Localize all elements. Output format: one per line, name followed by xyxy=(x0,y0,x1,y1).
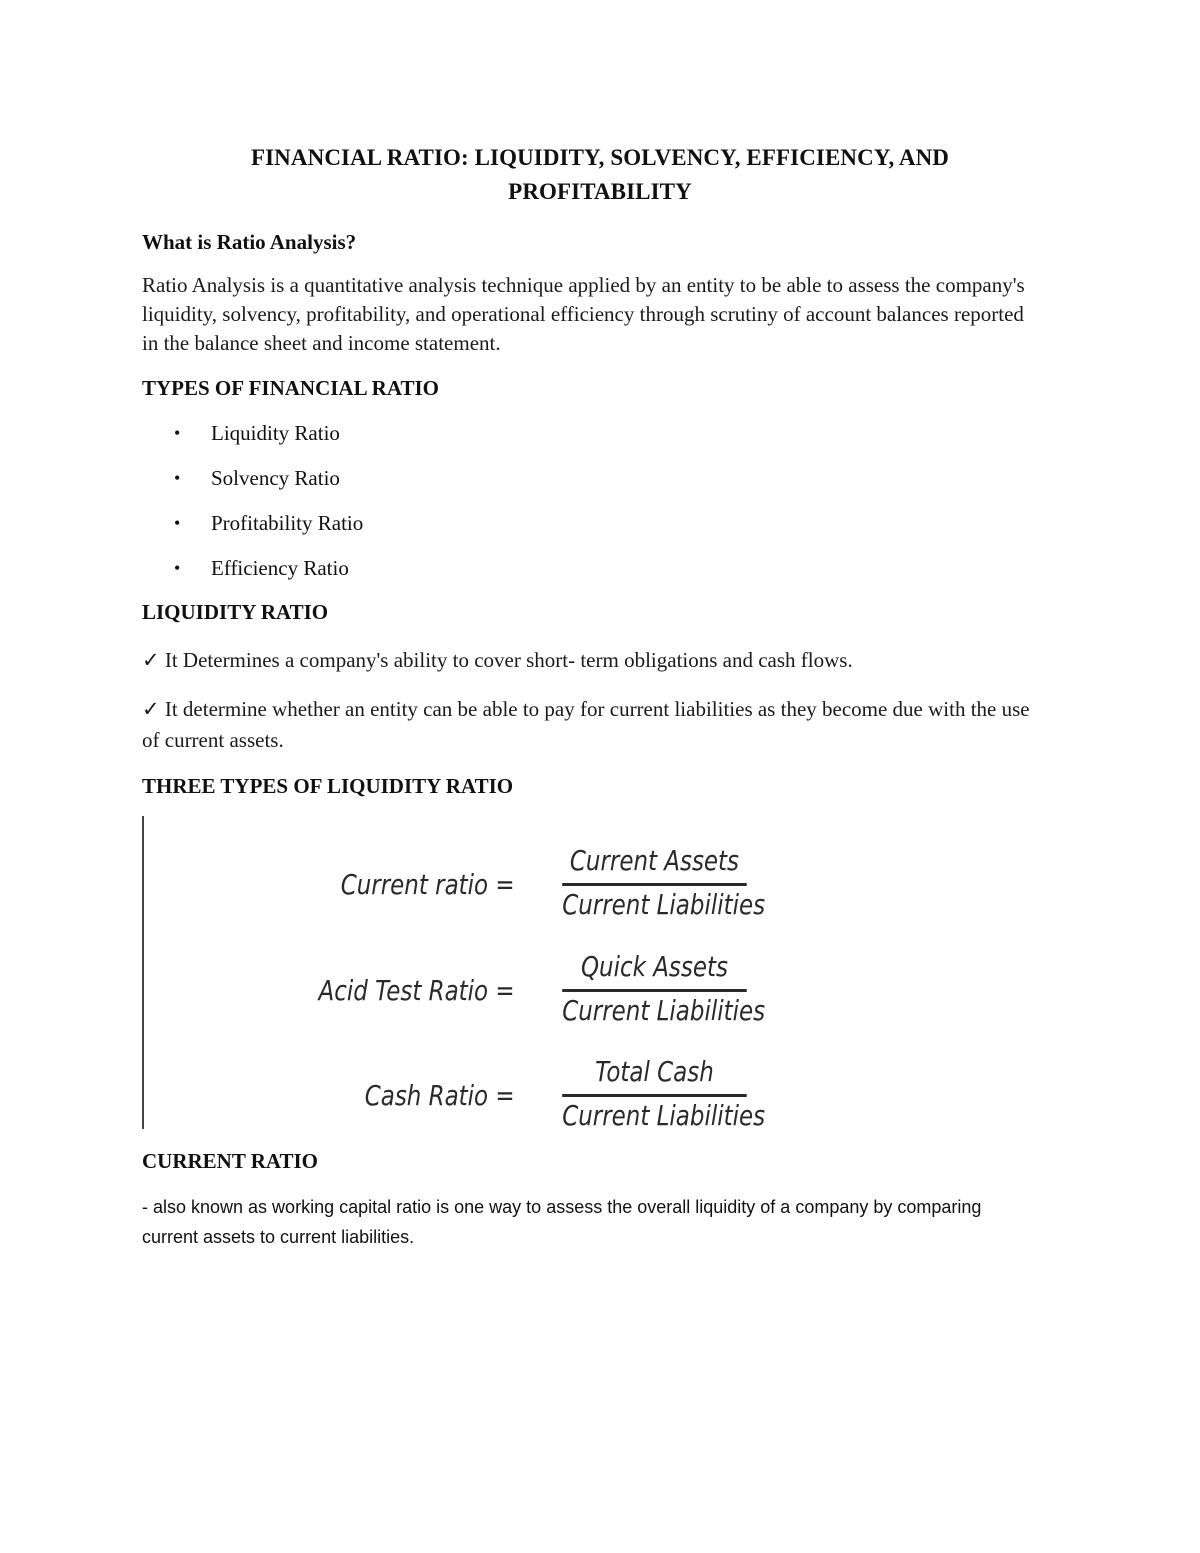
formula-denominator: Current Liabilities xyxy=(562,1099,766,1132)
formula-denominator: Current Liabilities xyxy=(562,994,766,1027)
liquidity-point-1: ✓ It Determines a company's ability to cover short- term obligations and cash flows. xyxy=(142,648,853,672)
list-item-label: Solvency Ratio xyxy=(211,466,340,490)
fraction-bar xyxy=(562,1094,747,1097)
what-is-heading: What is Ratio Analysis? xyxy=(142,230,357,254)
cash-ratio-formula xyxy=(144,1053,766,1133)
liquidity-formulas-figure xyxy=(142,816,785,1132)
current-ratio-formula xyxy=(144,842,766,922)
title-line-1: FINANCIAL RATIO: LIQUIDITY, SOLVENCY, EFFICIENCY, AND xyxy=(250,145,950,170)
liquidity-point-2: ✓ It determine whether an entity can be able to pay for current liabilities as they become due with the use of current assets. xyxy=(142,697,1030,752)
what-is-paragraph: Ratio Analysis is a quantitative analysis technique applied by an entity to be able to assess the company's liquidity, solvency, profitability, and operational efficiency through scrutiny of account balances reported in the balance sheet and income statement. xyxy=(142,273,1025,355)
formula-lhs: Acid Test Ratio = xyxy=(318,974,515,1007)
fraction-bar xyxy=(562,883,747,886)
fraction-bar xyxy=(562,989,747,992)
formula-denominator: Current Liabilities xyxy=(562,888,766,921)
bullet-icon: • xyxy=(174,423,181,443)
types-heading: TYPES OF FINANCIAL RATIO xyxy=(142,376,439,400)
three-types-heading: THREE TYPES OF LIQUIDITY RATIO xyxy=(142,774,514,798)
formula-lhs: Cash Ratio = xyxy=(364,1079,515,1112)
formula-lhs: Current ratio = xyxy=(340,868,515,901)
title-line-2: PROFITABILITY xyxy=(508,179,692,204)
bullet-icon: • xyxy=(174,513,181,533)
bullet-icon: • xyxy=(174,468,181,488)
formula-numerator: Quick Assets xyxy=(580,950,728,983)
current-ratio-heading: CURRENT RATIO xyxy=(142,1149,318,1173)
list-item-label: Liquidity Ratio xyxy=(211,421,340,445)
acid-test-ratio-formula xyxy=(144,948,766,1028)
document-title xyxy=(150,141,1050,209)
liquidity-heading: LIQUIDITY RATIO xyxy=(142,600,329,624)
current-ratio-paragraph: - also known as working capital ratio is one way to assess the overall liquidity of a company by comparing current assets to current liabilities. xyxy=(142,1197,982,1247)
formula-numerator: Total Cash xyxy=(595,1055,714,1088)
list-item-label: Profitability Ratio xyxy=(211,511,364,535)
bullet-icon: • xyxy=(174,558,181,578)
list-item-label: Efficiency Ratio xyxy=(211,556,349,580)
formula-numerator: Current Assets xyxy=(569,844,740,877)
